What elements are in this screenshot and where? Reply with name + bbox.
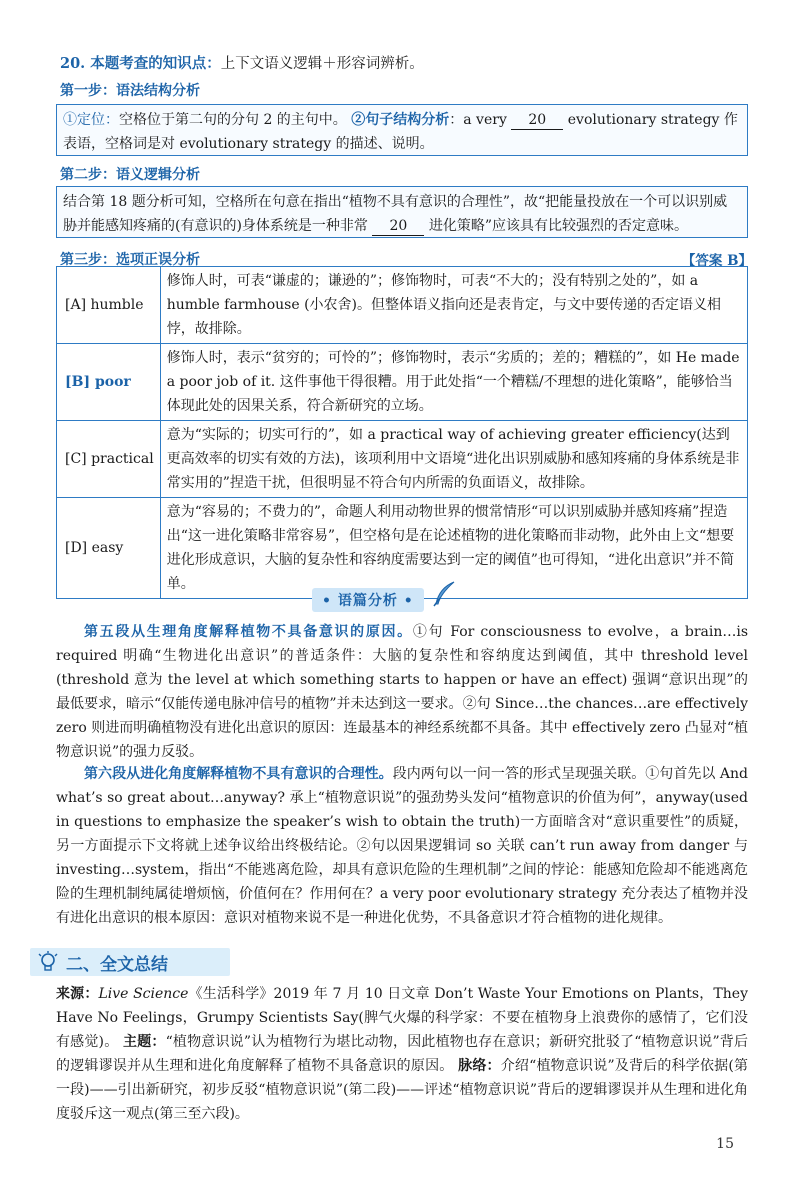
source-text: 《生活科学》2019 年 7 月 10 日文章 Don’t Waste Your Emotions on Plants，They Have No Feelings，Grumpy Scientists Say(脾气火爆的科学家：不要在植物身上浪费你的感情了，它们没有感觉)。	[56, 986, 748, 1050]
quill-icon	[430, 580, 458, 612]
analysis-banner	[312, 588, 424, 612]
step2-title: 第二步：语义逻辑分析	[60, 167, 200, 183]
theme-label: 主题：	[123, 1034, 166, 1050]
summary-body	[56, 982, 748, 1126]
step1-struct-before: ：a very	[449, 112, 507, 128]
para6-analysis	[56, 762, 748, 930]
option-d-text: 意为“容易的；不费力的”，命题人利用动物世界的惯常情形“可以识别威胁并感知疼痛”捏造出“这一进化策略非常容易”，但空格句是在论述植物的进化策略而非动物，此外由上文“想要进化形成意识，大脑的复杂性和容纳度需要达到一定的阈值”也可得知，“进化出意识”并不简单。	[160, 498, 747, 599]
lightbulb-icon	[36, 950, 60, 974]
blank-20: 20	[511, 111, 563, 130]
source-label: 来源：	[56, 986, 99, 1002]
options-table	[56, 266, 748, 599]
option-b-label: [B] poor	[57, 344, 161, 421]
option-b-text: 修饰人时，表示“贫穷的；可怜的”；修饰物时，表示“劣质的；差的；糟糕的”，如 He made a poor job of it. 这件事他干得很糟。用于此处指“一个糟糕/不理想的进化策略”，能够恰当体现此处的因果关系，符合新研究的立场。	[160, 344, 747, 421]
question-topic: 上下文语义逻辑＋形容词辨析。	[220, 56, 424, 72]
option-d-label: [D] easy	[57, 498, 161, 599]
option-row-d	[57, 498, 748, 599]
option-c-text: 意为“实际的；切实可行的”，如 a practical way of achieving greater efficiency(达到更高效率的切实有效的方法)，该项利用中文语境“进化出识别威胁和感知疼痛的身体系统是非常实用的”捏造干扰，但很明显不符合句内所需的负面语义，故排除。	[160, 421, 747, 498]
step1-struct-label: ②句子结构分析	[351, 112, 450, 128]
step2-box	[56, 186, 748, 238]
step1-box	[56, 104, 748, 156]
question-title	[60, 52, 424, 73]
blank-20: 20	[372, 217, 424, 236]
option-row-b	[57, 344, 748, 421]
para6-body: 段内两句以一问一答的形式呈现强关联。①句首先以 And what’s so great about…anyway? 承上“植物意识说”的强劲势头发问“植物意识的价值为何”，anyway(used in questions to emphasize the speaker’s wish to obtain the truth)一方面暗含对“意识重要性”的质疑，另一方面提示下文将就上述争议给出终极结论。②句以因果逻辑词 so 关联 can’t run away from danger 与 investing…system，指出“不能逃离危险，却具有意识危险的生理机制”之间的悖论：能感知危险却不能逃离危险的生理机制纯属徒增烦恼，价值何在？作用何在？a very poor evolutionary strategy 充分表达了植物并没有进化出意识的根本原因：意识对植物来说不是一种进化优势，不具备意识才符合植物的进化规律。	[56, 766, 748, 926]
context-text: 介绍“植物意识说”及背后的科学依据(第一段)——引出新研究，初步反驳“植物意识说”(第二段)——评述“植物意识说”背后的逻辑谬误并从生理和进化角度驳斥这一观点(第三至六段)。	[56, 1058, 749, 1122]
option-a-label: [A] humble	[57, 267, 161, 344]
option-a-text: 修饰人时，可表“谦虚的；谦逊的”；修饰物时，可表“不大的；没有特别之处的”，如 a humble farmhouse (小农舍)。但整体语义指向还是表肯定，与文中要传递的否定语义相悖，故排除。	[160, 267, 747, 344]
question-number: 20.	[60, 55, 86, 72]
step1-locate-label: ①定位：	[63, 112, 119, 128]
question-colon: ：	[206, 55, 221, 72]
step2-text-before: 结合第 18 题分析可知，空格所在句意在指出“植物不具有意识的合理性”，故“把能量投放在一个可以识别威胁并能感知疼痛的(有意识的)身体系统是一种非常	[63, 194, 728, 234]
answer-badge: 【答案 B】	[681, 253, 752, 269]
page-number: 15	[716, 1136, 734, 1152]
context-label: 脉络：	[458, 1058, 501, 1074]
option-c-label: [C] practical	[57, 421, 161, 498]
para5-heading: 第五段从生理角度解释植物不具备意识的原因。	[84, 624, 413, 640]
para5-body: ①句 For consciousness to evolve，a brain…is required 明确“生物进化出意识”的普适条件：大脑的复杂性和容纳度达到阈值，其中 threshold level (threshold 意为 the level at which something starts to happen or have an effect) 强调“意识出现”的最低要求，暗示“仅能传递电脉冲信号的植物”并未达到这一要求。②句 Since…the chances…are effectively zero 则进而明确植物没有进化出意识的原因：连最基本的神经系统都不具备。其中 effectively zero 凸显对“植物意识说”的强力反驳。	[56, 624, 749, 760]
summary-section-header	[30, 948, 230, 976]
step3-title: 第三步：选项正误分析	[60, 252, 200, 268]
step1-title: 第一步：语法结构分析	[60, 83, 200, 99]
step2-text-after: 进化策略”应该具有比较强烈的否定意味。	[428, 218, 688, 234]
question-heading: 本题考查的知识点	[90, 55, 207, 72]
analysis-banner-label: • 语篇分析 •	[322, 593, 414, 609]
option-row-a	[57, 267, 748, 344]
summary-section-title: 二、全文总结	[66, 955, 168, 975]
source-publication: Live Science	[98, 986, 189, 1002]
step1-struct-after: evolutionary strategy 作表语，空格词是对 evolutionary strategy 的描述、说明。	[63, 112, 738, 152]
step1-locate-text: 空格位于第二句的分句 2 的主句中。	[119, 112, 347, 128]
para5-analysis	[56, 620, 748, 764]
para6-heading: 第六段从进化角度解释植物不具有意识的合理性。	[84, 766, 393, 782]
theme-text: “植物意识说”认为植物行为堪比动物，因此植物也存在意识；新研究批驳了“植物意识说”背后的逻辑谬误并从生理和进化角度解释了植物不具备意识的原因。	[56, 1034, 748, 1074]
option-row-c	[57, 421, 748, 498]
